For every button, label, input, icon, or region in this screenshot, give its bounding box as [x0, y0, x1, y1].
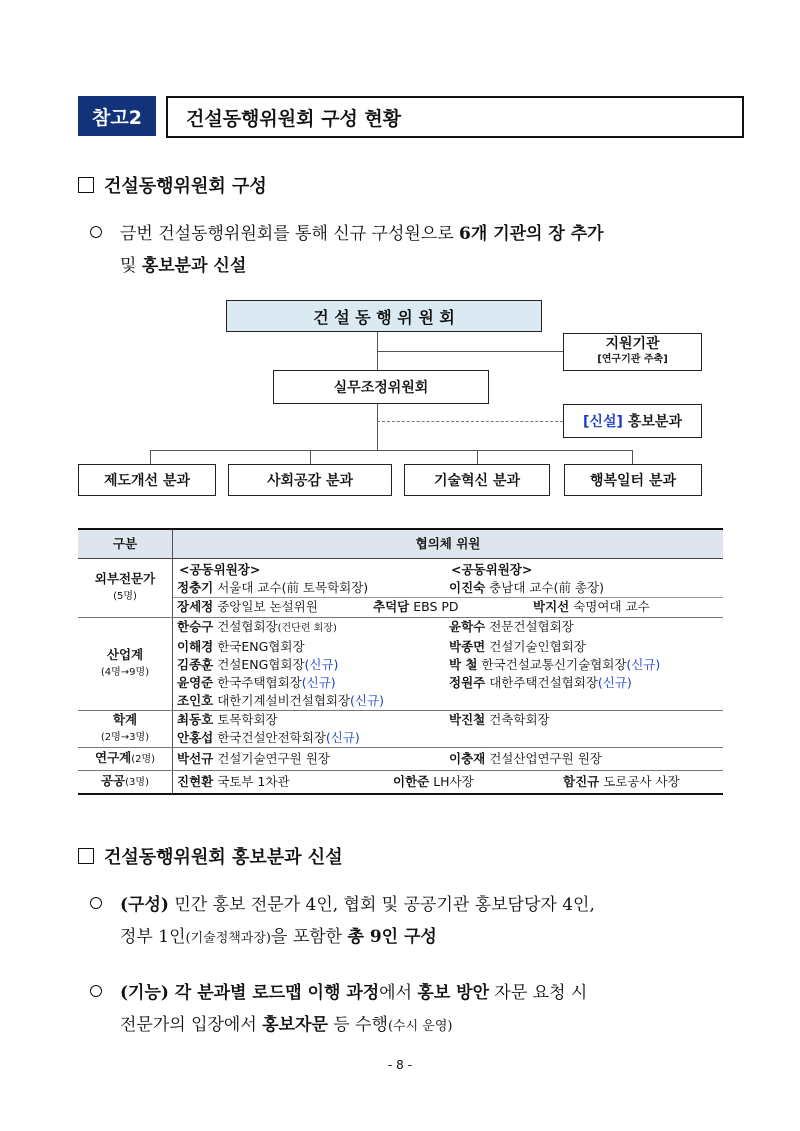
- b1-text-c: 정부 1인: [120, 927, 186, 947]
- member-name: 이진숙: [449, 579, 486, 595]
- cat-public: 공공: [101, 773, 126, 788]
- member-name: 함진규: [563, 774, 600, 789]
- member-role: 한국건설안전학회장: [217, 730, 326, 745]
- member-name: 윤영준: [177, 675, 214, 690]
- member-note: (건단련 회장): [277, 623, 337, 634]
- co-chair-label-2: <공동위원장>: [451, 561, 533, 577]
- b2-bold-c: 홍보 방안: [417, 983, 490, 1003]
- p1-bold-d: 홍보분과 신설: [141, 256, 247, 276]
- org-pr-label: 홍보분과: [627, 414, 682, 430]
- member-role: 전문건설협회장: [489, 619, 574, 634]
- member-role: 서울대 교수(前 토목학회장): [217, 579, 369, 595]
- org-working-committee: 실무조정위원회: [273, 370, 489, 404]
- table-row: [78, 748, 723, 771]
- member-name: 김종훈: [177, 657, 214, 672]
- table-row: [78, 771, 723, 795]
- member-role: 중앙일보 논설위원: [217, 598, 318, 614]
- member-role: 대한기계설비건설협회장: [217, 693, 351, 708]
- members-table: [78, 528, 723, 795]
- co-chair-label-1: <공동위원장>: [179, 561, 261, 577]
- cat-research: 연구계: [94, 750, 132, 765]
- cat-external: 외부전문가: [94, 571, 156, 586]
- org-support-sub: [연구기관 주축]: [597, 354, 668, 365]
- circle-bullet-icon: [90, 897, 102, 909]
- member-name: 한승구: [177, 619, 214, 634]
- member-name: 박진철: [449, 712, 486, 727]
- b1-text: 민간 홍보 전문가 4인, 협회 및 공공기관 홍보담당자 4인,: [168, 895, 595, 915]
- member-name: 정원주: [449, 675, 486, 690]
- org-sub-1: 제도개선 분과: [78, 464, 216, 496]
- org-new-tag: [신설]: [583, 414, 623, 430]
- section2-heading: [78, 843, 343, 869]
- cat-academia-sub: (2명→3명): [100, 732, 150, 743]
- section1-title: 건설동행위원회 구성: [104, 176, 267, 197]
- b2-bold-a: (기능) 각 분과별 로드맵 이행 과정: [120, 983, 380, 1003]
- member-role: 한국ENG협회장: [217, 639, 305, 654]
- section2-title: 건설동행위원회 홍보분과 신설: [104, 847, 343, 868]
- member-name: 이해경: [177, 639, 214, 654]
- new-badge: (신규): [350, 693, 384, 708]
- b2-text-g: 등 수행: [327, 1015, 388, 1035]
- p1-bold-b: 6개 기관의 장 추가: [459, 224, 604, 244]
- section1-paragraph: [90, 218, 730, 282]
- member-name: 윤학수: [449, 619, 486, 634]
- section2-bullet-2: [90, 977, 740, 1043]
- member-name: 진현환: [177, 774, 214, 789]
- org-pr-division: [563, 404, 702, 438]
- cat-research-sub: (2명): [131, 754, 156, 765]
- member-role: 국토부 1차관: [217, 774, 290, 789]
- circle-bullet-icon: [90, 985, 102, 997]
- member-role: 한국주택협회장: [217, 675, 302, 690]
- member-role: 충남대 교수(前 총장): [489, 579, 604, 595]
- member-role: 도로공사 사장: [603, 774, 680, 789]
- new-badge: (신규): [304, 657, 339, 672]
- b1-text-e: 을 포함한: [271, 927, 348, 947]
- member-name: 조인호: [177, 693, 214, 708]
- table-row: [78, 559, 723, 618]
- cat-academia: 학계: [112, 712, 138, 727]
- member-name: 박지선: [533, 598, 570, 614]
- section1-heading: [78, 172, 267, 198]
- member-role: 건축학회장: [489, 712, 550, 727]
- org-support-label: 지원기관: [605, 336, 660, 352]
- member-role: 한국건설교통신기술협회장: [481, 657, 627, 672]
- col-header-category: 구분: [78, 529, 173, 559]
- new-badge: (신규): [626, 657, 661, 672]
- member-name: 장세정: [177, 598, 214, 614]
- p1-text-a: 금번 건설동행위원회를 통해 신규 구성원으로: [120, 224, 460, 244]
- b1-label: (구성): [120, 895, 169, 915]
- org-support: [563, 333, 702, 371]
- member-name: 이충재: [449, 751, 486, 766]
- b2-text-e: 전문가의 입장에서: [120, 1015, 263, 1035]
- b2-bold-f: 홍보자문: [262, 1015, 328, 1035]
- cat-public-sub: (3명): [125, 777, 149, 788]
- member-role: 건설ENG협회장: [217, 657, 305, 672]
- member-role: 토목학회장: [217, 712, 278, 727]
- b2-text-b: 에서: [379, 983, 418, 1003]
- member-role: 건설산업연구원 원장: [489, 751, 602, 766]
- page-title: 건설동행위원회 구성 현황: [166, 96, 744, 138]
- square-bullet-icon: [78, 848, 94, 864]
- p1-text-c: 및: [120, 256, 142, 276]
- page-number: - 8 -: [388, 1058, 412, 1072]
- member-name: 안홍섭: [177, 730, 214, 745]
- table-row: [78, 618, 723, 711]
- member-name: 이한준: [393, 774, 430, 789]
- new-badge: (신규): [301, 675, 336, 690]
- org-sub-3: 기술혁신 분과: [404, 464, 550, 496]
- b2-text-d: 자문 요청 시: [489, 983, 588, 1003]
- square-bullet-icon: [78, 177, 94, 193]
- circle-bullet-icon: [90, 226, 102, 238]
- member-role: 건설협회장: [217, 619, 278, 634]
- b1-bold: 총 9인 구성: [347, 927, 437, 947]
- section2-bullet-1: [90, 889, 740, 955]
- member-name: 박선규: [177, 751, 214, 766]
- member-name: 최동호: [177, 712, 214, 727]
- col-header-members: 협의체 위원: [173, 529, 724, 559]
- cat-industry: 산업계: [106, 647, 144, 662]
- member-role: 숙명여대 교수: [573, 598, 650, 614]
- cat-industry-sub: (4명→9명): [100, 667, 150, 678]
- org-sub-4: 행복일터 분과: [564, 464, 702, 496]
- org-sub-2: 사회공감 분과: [228, 464, 392, 496]
- cat-external-sub: (5명): [113, 591, 137, 602]
- member-role: LH사장: [433, 774, 474, 789]
- member-role: 건설기술인협회장: [489, 639, 586, 654]
- section-tag: 참고2: [78, 96, 156, 136]
- member-role: 건설기술연구원 원장: [217, 751, 330, 766]
- member-role: 대한주택건설협회장: [489, 675, 598, 690]
- member-name: 추덕담: [373, 598, 410, 614]
- b2-note: (수시 운영): [387, 1019, 453, 1034]
- org-committee: 건 설 동 행 위 원 회: [226, 300, 542, 332]
- member-name: 박 철: [449, 657, 478, 672]
- member-name: 정충기: [177, 579, 214, 595]
- member-role: EBS PD: [413, 598, 459, 614]
- member-name: 박종면: [449, 639, 486, 654]
- b1-note: (기술정책과장): [185, 931, 271, 946]
- table-row: [78, 711, 723, 748]
- new-badge: (신규): [325, 730, 360, 745]
- new-badge: (신규): [597, 675, 632, 690]
